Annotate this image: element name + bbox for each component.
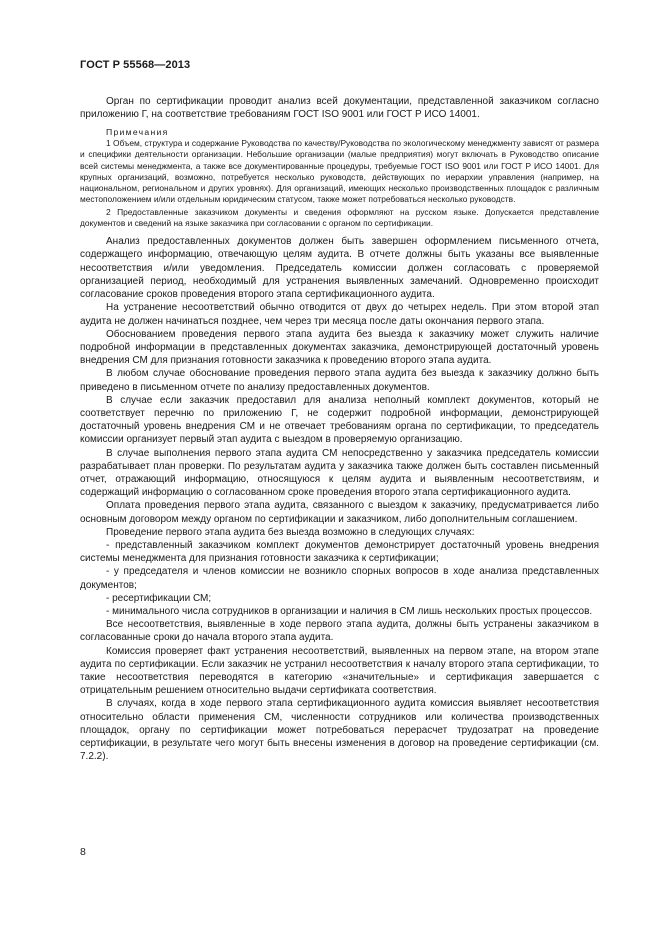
document-header: ГОСТ Р 55568—2013: [80, 59, 191, 71]
list-item: - ресертификации СМ;: [106, 592, 212, 604]
paragraph-incomplete-docs: В случае если заказчик предоставил для анализа неполный комплект документов, который не соответствует перечню по приложению Г, не содержит подробной информации, демонстрирующей достаточный уровень внедрения СМ и не отвечает требованиям органа по сертификации, то председатель комиссии организует первый этап аудита с выездом в проверяемую организацию.: [80, 394, 599, 446]
paragraph-nonconformities: Все несоответствия, выявленные в ходе первого этапа аудита, должны быть устранены заказчиком в согласованные сроки до начала второго этапа аудита.: [80, 619, 599, 644]
paragraph-commission-check: Комиссия проверяет факт устранения несоответствий, выявленных на первом этапе, на втором этапе аудита по сертификации. Если заказчик не устранил несоответствия к началу второго этапа сертификации, то такие несоответствия переводятся в категорию «значительные» и сертификация завершается с отрицательным решением относительно выдачи сертификата соответствия.: [80, 645, 599, 697]
paragraph-deadline: На устранение несоответствий обычно отводится от двух до четырех недель. При этом второй этап аудита не должен начинаться позднее, чем через три месяца после даты окончания первого этапа.: [80, 302, 599, 327]
page-number: 8: [80, 846, 86, 858]
note-2: 2 Предоставленные заказчиком документы и сведения оформляют на русском языке. Допускается представление документов и сведений на языке заказчика при согласовании с органом по сертификации.: [80, 206, 599, 228]
paragraph-cases-intro: Проведение первого этапа аудита без выезда возможно в следующих случаях:: [106, 526, 475, 538]
list-item: - минимального числа сотрудников в организации и наличия в СМ лишь нескольких простых процессов.: [106, 605, 593, 617]
paragraph-justification: Обоснованием проведения первого этапа аудита без выезда к заказчику может служить наличие подробной информации в представленных документах заказчика, демонстрирующей достаточный уровень внедрения СМ для признания готовности заказчика к проведению второго этапа аудита.: [80, 328, 599, 367]
paragraph-written-report: В любом случае обоснование проведения первого этапа аудита без выезда к заказчику должно быть приведено в письменном отчете по анализу предоставленных документов.: [80, 368, 599, 393]
paragraph-payment: Оплата проведения первого этапа аудита, связанного с выездом к заказчику, предусматривается либо основным договором между органом по сертификации и заказчиком, либо дополнительным соглашением.: [80, 500, 599, 525]
intro-paragraph: Орган по сертификации проводит анализ всей документации, представленной заказчиком согласно приложению Г, на соответствие требованиям ГОСТ ISO 9001 или ГОСТ Р ИСО 14001.: [80, 96, 599, 121]
paragraph-report: Анализ предоставленных документов должен быть завершен оформлением письменного отчета, содержащего информацию, отвечающую целям аудита. В отчете должны быть указаны все выявленные несоответствия и/или уведомления. Председатель комиссии должен согласовать с проверяемой организацией период, необходимый для устранения выявленных замечаний. Одновременно происходит согласование сроков проведения второго этапа сертификационного аудита.: [80, 236, 599, 301]
paragraph-onsite-audit: В случае выполнения первого этапа аудита СМ непосредственно у заказчика председатель комиссии разрабатывает план проверки. По результатам аудита у заказчика также должен быть составлен письменный отчет, отражающий информацию, относящуюся к целям аудита и выявленным несоответствиям, и содержащий информацию о согласованном сроке проведения второго этапа сертификационного аудита.: [80, 447, 599, 499]
notes-heading: Примечания: [106, 127, 169, 138]
note-1: 1 Объем, структура и содержание Руководства по качеству/Руководства по экологическому менеджменту зависят от размера и специфики деятельности организации. Небольшие организации (малые предприятия) могут включать в Руководство описание всей системы менеджмента, а также все документированные процедуры, требуемые ГОСТ ISO 9001 или ГОСТ Р ИСО 14001. Для крупных организаций, возможно, потребуется несколько руководств, действующих по иерархии управления (например, на национальном, региональном и других уровнях). Для организаций, имеющих несколько производственных площадок с различным местоположением и/или отдельным юридическим статусом, также может потребоваться несколько руководств.: [80, 137, 599, 205]
notes-block: [80, 127, 599, 229]
list-item: - у председателя и членов комиссии не возникло спорных вопросов в ходе анализа представленных документов;: [80, 566, 599, 591]
list-item: - представленный заказчиком комплект документов демонстрирует достаточный уровень внедрения системы менеджмента для признания готовности заказчика к сертификации;: [80, 539, 599, 565]
page-body: [80, 95, 599, 763]
paragraph-recalculation: В случаях, когда в ходе первого этапа сертификационного аудита комиссия выявляет несоответствия относительно области применения СМ, численности сотрудников или количества производственных площадок, органу по сертификации может потребоваться перерасчет трудозатрат на проведение сертификации, в результате чего могут быть внесены изменения в договор на проведение сертификации (см. 7.2.2).: [80, 698, 599, 763]
